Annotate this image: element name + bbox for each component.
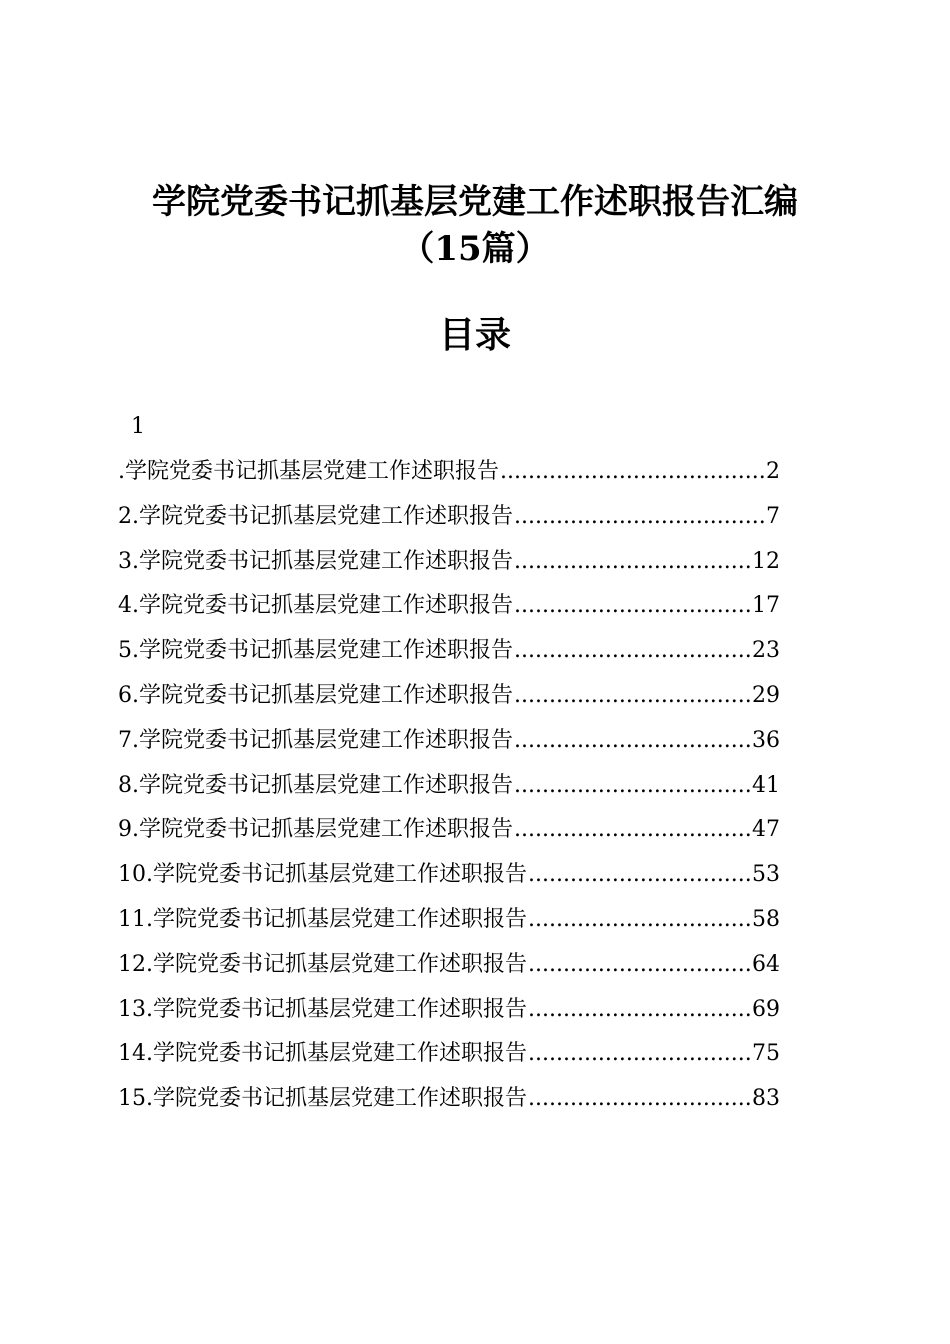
toc-dot-leader bbox=[514, 724, 751, 758]
toc-entry[interactable] bbox=[118, 455, 780, 500]
toc-heading: 目录 bbox=[438, 314, 511, 356]
toc-entry-page-number: 64 bbox=[752, 951, 780, 977]
toc-entry-label: .学院党委书记抓基层党建工作述职报告 bbox=[118, 459, 499, 484]
toc-entry-page-number: 53 bbox=[752, 862, 780, 888]
toc-entry[interactable] bbox=[118, 589, 780, 634]
toc-entry[interactable] bbox=[118, 634, 780, 679]
toc-entry-page-number: 12 bbox=[752, 548, 780, 574]
toc-entry[interactable] bbox=[118, 769, 780, 814]
toc-entry-label: 13.学院党委书记抓基层党建工作述职报告 bbox=[118, 996, 527, 1022]
toc-dot-leader bbox=[514, 813, 751, 847]
toc-dot-leader bbox=[528, 1037, 751, 1071]
toc-entry-label: 5.学院党委书记抓基层党建工作述职报告 bbox=[118, 638, 513, 664]
toc-entry-label: 7.学院党委书记抓基层党建工作述职报告 bbox=[118, 727, 513, 753]
toc-entry-label: 12.学院党委书记抓基层党建工作述职报告 bbox=[118, 951, 527, 977]
toc-entry-label: 4.学院党委书记抓基层党建工作述职报告 bbox=[118, 593, 513, 619]
toc-entry[interactable] bbox=[118, 500, 780, 545]
toc-entry-page-number: 36 bbox=[752, 727, 780, 753]
toc-dot-leader bbox=[528, 903, 751, 937]
toc-entry-page-number: 7 bbox=[766, 503, 780, 529]
toc-entry[interactable] bbox=[118, 724, 780, 769]
toc-entry-page-number: 75 bbox=[752, 1041, 780, 1067]
toc-entry[interactable] bbox=[118, 858, 780, 903]
toc-entry-label: 2.学院党委书记抓基层党建工作述职报告 bbox=[118, 503, 513, 529]
toc-entry-page-number: 29 bbox=[752, 682, 780, 708]
document-title: 学院党委书记抓基层党建工作述职报告汇编 bbox=[152, 182, 798, 222]
toc-dot-leader bbox=[528, 948, 751, 982]
toc-entry-page-number: 2 bbox=[766, 459, 780, 484]
toc-dot-leader bbox=[514, 634, 751, 668]
toc-dot-leader bbox=[514, 769, 751, 803]
toc-entry-page-number: 23 bbox=[752, 638, 780, 664]
document-subtitle: （15篇） bbox=[400, 229, 550, 269]
toc-first-entry-number: 1 bbox=[131, 414, 145, 439]
toc-entry[interactable] bbox=[118, 813, 780, 858]
toc-entry[interactable] bbox=[118, 903, 780, 948]
toc-entry[interactable] bbox=[118, 545, 780, 590]
toc-entry-label: 8.学院党委书记抓基层党建工作述职报告 bbox=[118, 772, 513, 798]
toc-dot-leader bbox=[528, 993, 751, 1027]
toc-entry[interactable] bbox=[118, 1082, 780, 1127]
toc-entry-label: 9.学院党委书记抓基层党建工作述职报告 bbox=[118, 817, 513, 843]
toc-entry[interactable] bbox=[118, 948, 780, 993]
toc-entry[interactable] bbox=[118, 1037, 780, 1082]
toc-dot-leader bbox=[514, 545, 751, 579]
toc-entry-label: 3.学院党委书记抓基层党建工作述职报告 bbox=[118, 548, 513, 574]
toc-entry-label: 11.学院党委书记抓基层党建工作述职报告 bbox=[118, 906, 527, 932]
toc-entry-page-number: 47 bbox=[752, 817, 780, 843]
toc-entry-page-number: 17 bbox=[752, 593, 780, 619]
toc-dot-leader bbox=[514, 500, 765, 534]
toc-dot-leader bbox=[514, 589, 751, 623]
toc-dot-leader bbox=[528, 858, 751, 892]
toc-entry-label: 14.学院党委书记抓基层党建工作述职报告 bbox=[118, 1041, 527, 1067]
toc-entry-label: 6.学院党委书记抓基层党建工作述职报告 bbox=[118, 682, 513, 708]
toc-dot-leader bbox=[514, 679, 751, 713]
toc-entry-label: 15.学院党委书记抓基层党建工作述职报告 bbox=[118, 1086, 527, 1112]
toc-dot-leader bbox=[528, 1082, 751, 1116]
table-of-contents bbox=[118, 455, 780, 1127]
toc-entry-page-number: 58 bbox=[752, 906, 780, 932]
toc-entry-page-number: 41 bbox=[752, 772, 780, 798]
toc-entry-page-number: 83 bbox=[752, 1086, 780, 1112]
toc-dot-leader bbox=[500, 455, 765, 489]
toc-entry[interactable] bbox=[118, 679, 780, 724]
toc-entry-label: 10.学院党委书记抓基层党建工作述职报告 bbox=[118, 862, 527, 888]
toc-entry[interactable] bbox=[118, 993, 780, 1038]
toc-entry-page-number: 69 bbox=[752, 996, 780, 1022]
